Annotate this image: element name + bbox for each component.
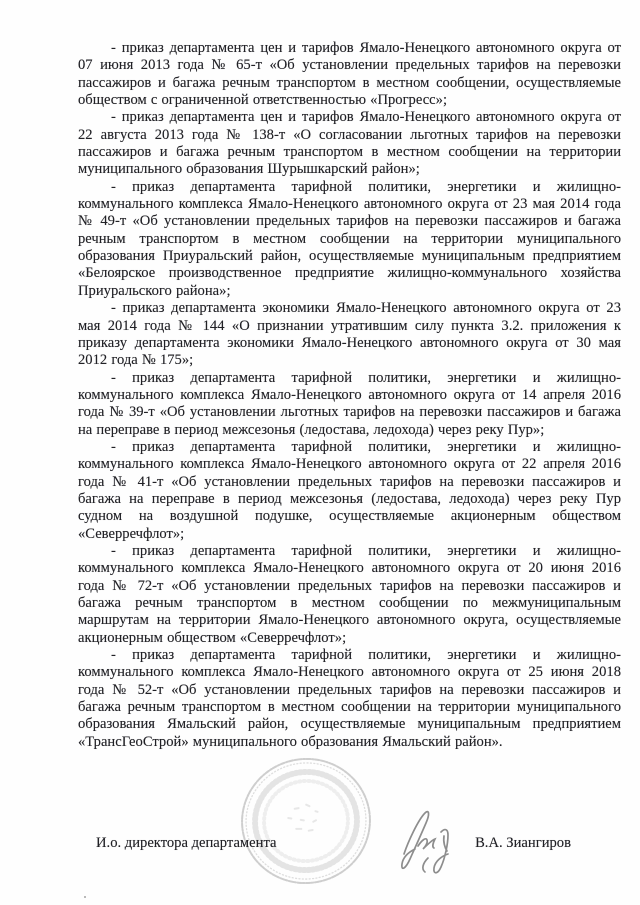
scan-artifact-dot [84,896,86,898]
order-paragraph-2: - приказ департамента цен и тарифов Ямало-Ненецкого автономного округа от 22 августа 2013 года № 138-т «О согласовании льготных тарифов на перевозки пассажиров и багажа речным транспортом в местном сообщении на территории муниципального образования Шурышкарский район»; [78,109,621,178]
handwritten-signature [394,804,458,878]
round-seal-stamp-icon [239,757,373,887]
signer-name: В.А. Зиангиров [475,835,571,851]
order-paragraph-5: - приказ департамента тарифной политики, энергетики и жилищно-коммунального комплекса Ямало-Ненецкого автономного округа от 14 апреля 2016 года № 39-т «Об установлении льготных тарифов на перевозки пассажиров и багажа на переправе в период межсезонья (ледостава, ледохода) через реку Пур»; [78,369,621,438]
order-paragraph-6: - приказ департамента тарифной политики, энергетики и жилищно-коммунального комплекса Ямало-Ненецкого автономного округа от 22 апреля 2016 года № 41-т «Об установлении предельных тарифов на перевозки пассажиров и багажа на переправе в период межсезонья (ледостава, ледохода) через реку Пур судном на воздушной подушке, осуществляемые акционерным обществом «Северречфлот»; [78,438,621,542]
order-paragraph-8: - приказ департамента тарифной политики, энергетики и жилищно-коммунального комплекса Ямало-Ненецкого автономного округа от 25 июня 2018 года № 52-т «Об установлении предельных тарифов на перевозки пассажиров и багажа речным транспортом в местном сообщении на территории муниципального образования Ямальский район, осуществляемые муниципальным предприятием «ТрансГеоСтрой» муниципального образования Ямальский район». [78,647,621,750]
order-paragraph-7: - приказ департамента тарифной политики, энергетики и жилищно-коммунального комплекса Ямало-Ненецкого автономного округа от 20 июня 2016 года № 72-т «Об установлении предельных тарифов на перевозки пассажиров и багажа речным транспортом в местном сообщении по межмуниципальным маршрутам на территории Ямало-Ненецкого автономного округа, осуществляемые акционерным обществом «Северречфлот»; [78,542,621,646]
document-body [78,40,621,751]
order-paragraph-1: - приказ департамента цен и тарифов Ямало-Ненецкого автономного округа от 07 июня 2013 года № 65-т «Об установлении предельных тарифов на перевозки пассажиров и багажа речным транспортом в местном сообщении, осуществляемые обществом с ограниченной ответственностью «Прогресс»; [78,40,621,109]
order-paragraph-4: - приказ департамента экономики Ямало-Ненецкого автономного округа от 23 мая 2014 года № 144 «О признании утратившим силу пункта 3.2. приложения к приказу департамента экономики Ямало-Ненецкого автономного округа от 30 мая 2012 года № 175»; [78,300,621,369]
signer-position-label: И.о. директора департамента [96,835,277,851]
order-paragraph-3: - приказ департамента тарифной политики, энергетики и жилищно-коммунального комплекса Ямало-Ненецкого автономного округа от 23 мая 2014 года № 49-т «Об установлении предельных тарифов на перевозки пассажиров и багажа речным транспортом в местном сообщении на территории муниципального образования Приуральский район, осуществляемые муниципальным предприятием «Белоярское производственное предприятие жилищно-коммунального хозяйства Приуральского района»; [78,178,621,299]
signature-block [96,835,571,852]
